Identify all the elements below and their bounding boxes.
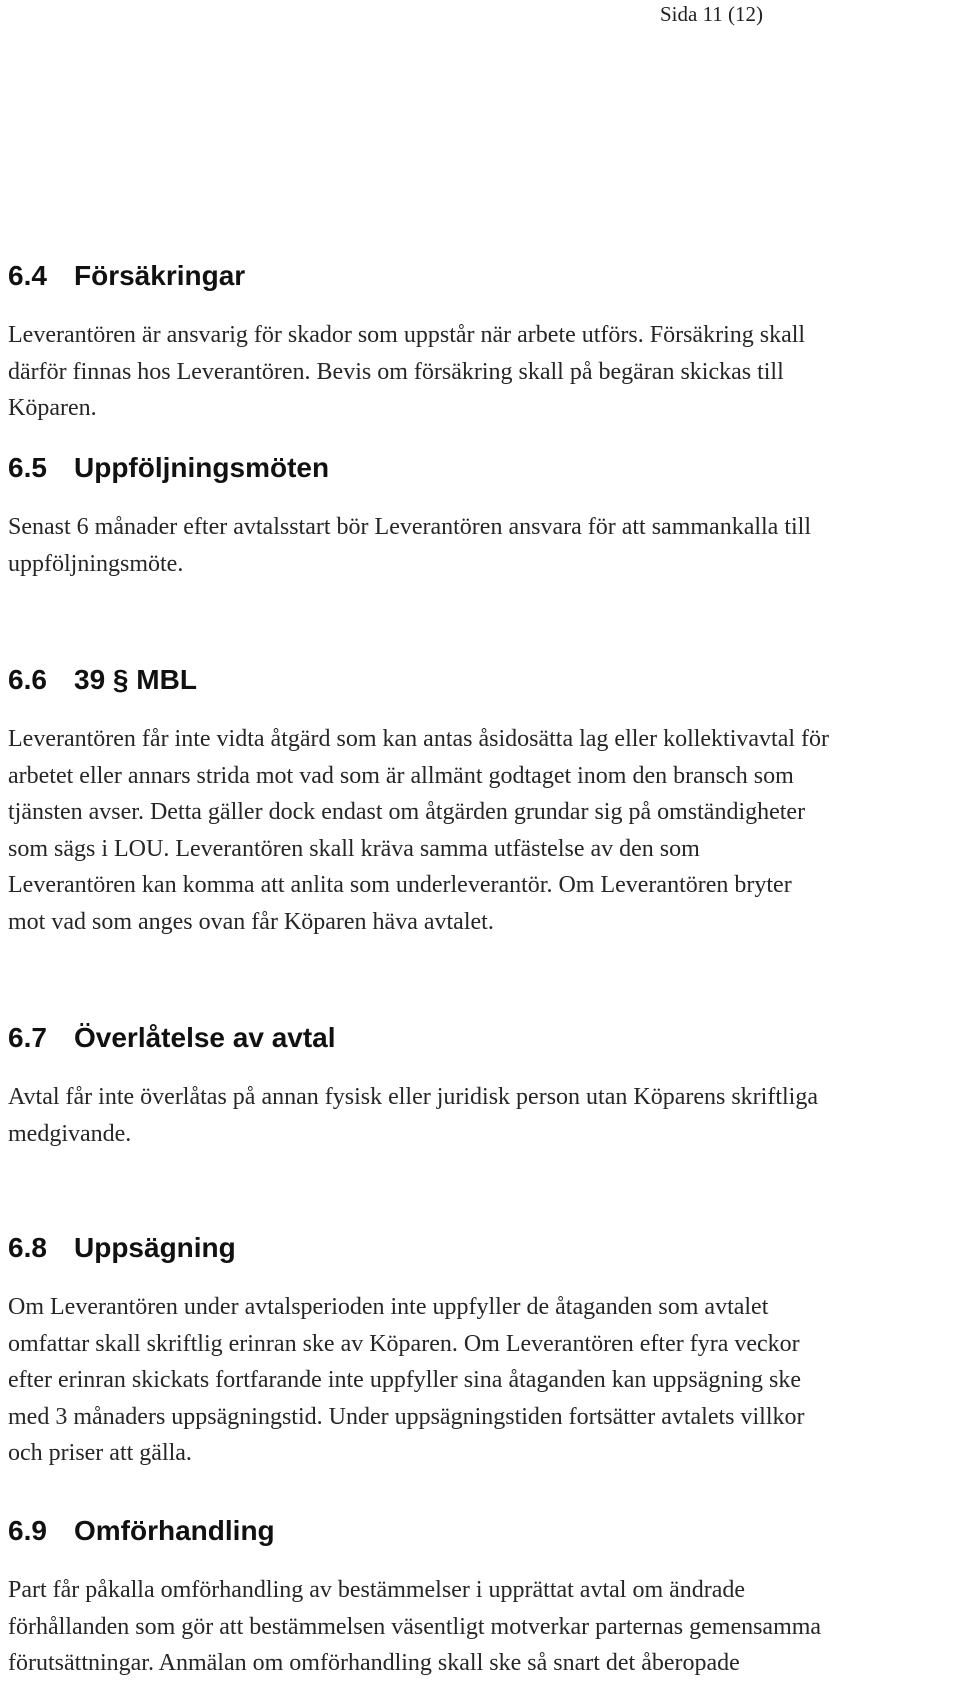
section-body — [8, 721, 952, 940]
body-line: förutsättningar. Anmälan om omförhandling skall ske så snart det åberopade — [8, 1650, 740, 1676]
body-line: Leverantören får inte vidta åtgärd som kan antas åsidosätta lag eller kollektivavtal för — [8, 726, 830, 752]
body-line: mot vad som anges ovan får Köparen häva avtalet. — [8, 908, 494, 935]
body-line: Leverantören kan komma att anlita som underleverantör. Om Leverantören bryter — [8, 872, 792, 898]
body-line: omfattar skall skriftlig erinran ske av Köparen. Om Leverantören efter fyra veckor — [8, 1330, 800, 1357]
body-line: Senast 6 månader efter avtalsstart bör Leverantören ansvara för att sammankalla till — [8, 514, 812, 540]
body-line: arbetet eller annars strida mot vad som är allmänt godtaget inom den bransch som — [8, 762, 794, 789]
body-line: uppföljningsmöte. — [8, 550, 184, 577]
section-number: 6.9 — [8, 1515, 47, 1546]
section-heading — [8, 1020, 952, 1056]
section-number: 6.8 — [8, 1232, 47, 1263]
body-line: tjänsten avser. Detta gäller dock endast om åtgärden grundar sig på omständigheter — [8, 799, 806, 825]
section-6-9 — [8, 1513, 952, 1682]
body-line: Part får påkalla omförhandling av bestämmelser i upprättat avtal om ändrade — [8, 1577, 746, 1603]
body-line: efter erinran skickats fortfarande inte uppfyller sina åtaganden kan uppsägning ske — [8, 1367, 802, 1393]
section-title: Uppsägning — [74, 1232, 236, 1263]
section-number: 6.5 — [8, 452, 47, 483]
section-6-5 — [8, 450, 952, 582]
section-number: 6.6 — [8, 664, 47, 695]
section-heading — [8, 1513, 952, 1549]
section-title: Omförhandling — [74, 1515, 275, 1546]
section-body — [8, 509, 952, 582]
body-line: förhållanden som gör att bestämmelsen väsentligt motverkar parternas gemensamma — [8, 1613, 822, 1640]
page-number: Sida 11 (12) — [660, 2, 764, 26]
section-body — [8, 1079, 952, 1152]
body-line: medgivande. — [8, 1120, 132, 1147]
section-heading — [8, 662, 952, 698]
section-body — [8, 1289, 952, 1472]
section-number: 6.4 — [8, 260, 47, 291]
section-heading — [8, 258, 952, 294]
section-number: 6.7 — [8, 1022, 47, 1053]
section-title: Försäkringar — [74, 260, 246, 291]
body-line: därför finnas hos Leverantören. Bevis om försäkring skall på begäran skickas till — [8, 358, 784, 385]
section-6-7 — [8, 1020, 952, 1152]
body-line: som sägs i LOU. Leverantören skall kräva samma utfästelse av den som — [8, 835, 700, 862]
section-title: 39 § MBL — [74, 664, 197, 695]
body-line: Om Leverantören under avtalsperioden inte uppfyller de åtaganden som avtalet — [8, 1294, 769, 1320]
body-line: med 3 månaders uppsägningstid. Under uppsägningstiden fortsätter avtalets villkor — [8, 1403, 805, 1430]
section-title: Uppföljningsmöten — [74, 452, 330, 483]
section-6-4 — [8, 258, 952, 427]
section-heading — [8, 450, 952, 486]
section-6-6 — [8, 662, 952, 940]
section-heading — [8, 1230, 952, 1266]
section-title: Överlåtelse av avtal — [74, 1022, 336, 1053]
section-body — [8, 317, 952, 427]
body-line: Köparen. — [8, 395, 97, 421]
body-line: Avtal får inte överlåtas på annan fysisk eller juridisk person utan Köparens skriftliga — [8, 1084, 818, 1110]
body-line: och priser att gälla. — [8, 1440, 192, 1466]
section-6-8 — [8, 1230, 952, 1472]
section-body — [8, 1572, 952, 1682]
body-line: Leverantören är ansvarig för skador som uppstår när arbete utförs. Försäkring skall — [8, 322, 806, 348]
